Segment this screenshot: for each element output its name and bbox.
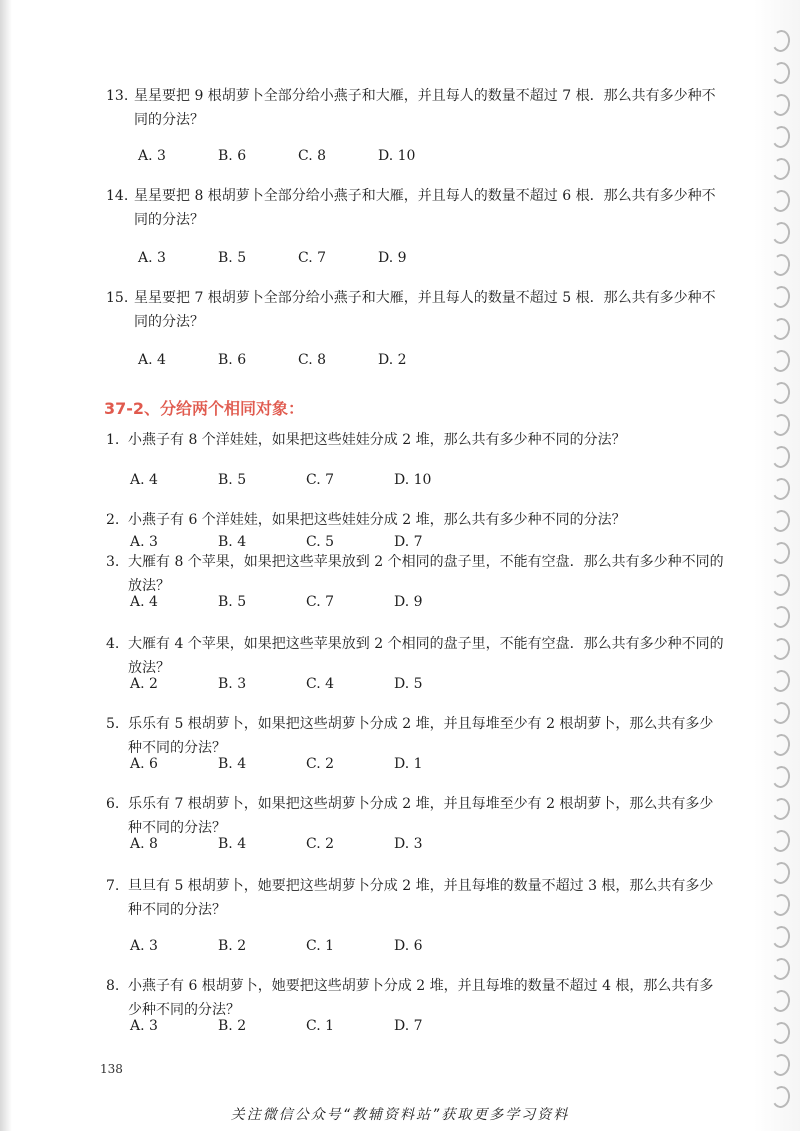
option-c[interactable]: C. 8: [298, 352, 327, 368]
option-a[interactable]: A. 4: [130, 594, 158, 610]
question-text: 旦旦有 5 根胡萝卜，她要把这些胡萝卜分成 2 堆，并且每堆的数量不超过 3 根，那么共有多少种不同的分法？: [128, 878, 714, 918]
option-b[interactable]: B. 5: [218, 594, 247, 610]
option-b[interactable]: B. 3: [218, 676, 247, 692]
question-number: 7.: [106, 878, 120, 894]
question-text: 大雁有 4 个苹果，如果把这些苹果放到 2 个相同的盘子里，不能有空盘．那么共有多少种不同的放法？: [128, 636, 724, 676]
question-b7: [106, 874, 724, 922]
question-number: 5.: [106, 716, 120, 732]
question-text: 小燕子有 6 个洋娃娃，如果把这些娃娃分成 2 堆，那么共有多少种不同的分法？: [128, 512, 626, 528]
option-b[interactable]: B. 4: [218, 836, 247, 852]
question-b8: [106, 974, 724, 1022]
question-text: 小燕子有 8 个洋娃娃，如果把这些娃娃分成 2 堆，那么共有多少种不同的分法？: [128, 432, 626, 448]
option-d[interactable]: D. 6: [394, 938, 423, 954]
option-c[interactable]: C. 7: [306, 472, 335, 488]
footer-note: 关注微信公众号“教辅资料站”获取更多学习资料: [230, 1107, 570, 1123]
option-d[interactable]: D. 7: [394, 534, 423, 550]
question-number: 8.: [106, 978, 120, 994]
option-a[interactable]: A. 3: [130, 1018, 158, 1034]
option-b[interactable]: B. 5: [218, 250, 247, 266]
question-text: 星星要把 7 根胡萝卜全部分给小燕子和大雁，并且每人的数量不超过 5 根．那么共有多少种不同的分法？: [134, 290, 716, 330]
option-c[interactable]: C. 7: [306, 594, 335, 610]
question-number: 3.: [106, 554, 120, 570]
option-d[interactable]: D. 3: [394, 836, 423, 852]
option-a[interactable]: A. 3: [138, 250, 166, 266]
option-a[interactable]: A. 4: [138, 352, 166, 368]
option-b[interactable]: B. 5: [218, 472, 247, 488]
question-b1: [106, 428, 724, 452]
option-c[interactable]: C. 4: [306, 676, 335, 692]
option-a[interactable]: A. 3: [130, 534, 158, 550]
option-c[interactable]: C. 7: [298, 250, 327, 266]
question-text: 星星要把 8 根胡萝卜全部分给小燕子和大雁，并且每人的数量不超过 6 根．那么共有多少种不同的分法？: [134, 188, 716, 228]
option-b[interactable]: B. 4: [218, 756, 247, 772]
option-c[interactable]: C. 1: [306, 938, 335, 954]
option-d[interactable]: D. 10: [394, 472, 432, 488]
question-text: 星星要把 9 根胡萝卜全部分给小燕子和大雁，并且每人的数量不超过 7 根．那么共有多少种不同的分法？: [134, 88, 716, 128]
option-c[interactable]: C. 1: [306, 1018, 335, 1034]
option-c[interactable]: C. 2: [306, 836, 335, 852]
option-d[interactable]: D. 9: [394, 594, 423, 610]
question-number: 14.: [106, 188, 129, 204]
question-number: 4.: [106, 636, 120, 652]
option-a[interactable]: A. 3: [138, 148, 166, 164]
question-13: [106, 84, 724, 132]
option-d[interactable]: D. 2: [378, 352, 407, 368]
option-d[interactable]: D. 7: [394, 1018, 423, 1034]
question-b6: [106, 792, 724, 840]
option-d[interactable]: D. 9: [378, 250, 407, 266]
option-b[interactable]: B. 6: [218, 148, 247, 164]
question-14: [106, 184, 724, 232]
option-d[interactable]: D. 5: [394, 676, 423, 692]
question-b4: [106, 632, 724, 680]
option-b[interactable]: B. 6: [218, 352, 247, 368]
option-c[interactable]: C. 8: [298, 148, 327, 164]
option-d[interactable]: D. 10: [378, 148, 416, 164]
question-text: 小燕子有 6 根胡萝卜，她要把这些胡萝卜分成 2 堆，并且每堆的数量不超过 4 根，那么共有多少种不同的分法？: [128, 978, 714, 1018]
option-a[interactable]: A. 6: [130, 756, 158, 772]
question-number: 1.: [106, 432, 120, 448]
option-b[interactable]: B. 2: [218, 938, 247, 954]
option-a[interactable]: A. 2: [130, 676, 158, 692]
question-text: 乐乐有 5 根胡萝卜，如果把这些胡萝卜分成 2 堆，并且每堆至少有 2 根胡萝卜，那么共有多少种不同的分法？: [128, 716, 714, 756]
question-number: 6.: [106, 796, 120, 812]
page-left-shadow: [0, 0, 12, 1131]
option-a[interactable]: A. 4: [130, 472, 158, 488]
question-text: 大雁有 8 个苹果，如果把这些苹果放到 2 个相同的盘子里，不能有空盘．那么共有多少种不同的放法？: [128, 554, 724, 594]
page-number: 138: [100, 1062, 123, 1076]
option-b[interactable]: B. 2: [218, 1018, 247, 1034]
question-number: 13.: [106, 88, 129, 104]
option-a[interactable]: A. 3: [130, 938, 158, 954]
question-text: 乐乐有 7 根胡萝卜，如果把这些胡萝卜分成 2 堆，并且每堆至少有 2 根胡萝卜，那么共有多少种不同的分法？: [128, 796, 714, 836]
question-15: [106, 286, 724, 334]
question-b5: [106, 712, 724, 760]
question-b3: [106, 550, 724, 598]
question-number: 15.: [106, 290, 129, 306]
question-b2: [106, 508, 724, 532]
option-b[interactable]: B. 4: [218, 534, 247, 550]
section-heading: 37-2、分给两个相同对象：: [104, 399, 305, 418]
option-c[interactable]: C. 2: [306, 756, 335, 772]
option-c[interactable]: C. 5: [306, 534, 335, 550]
question-number: 2.: [106, 512, 120, 528]
option-a[interactable]: A. 8: [130, 836, 158, 852]
option-d[interactable]: D. 1: [394, 756, 423, 772]
